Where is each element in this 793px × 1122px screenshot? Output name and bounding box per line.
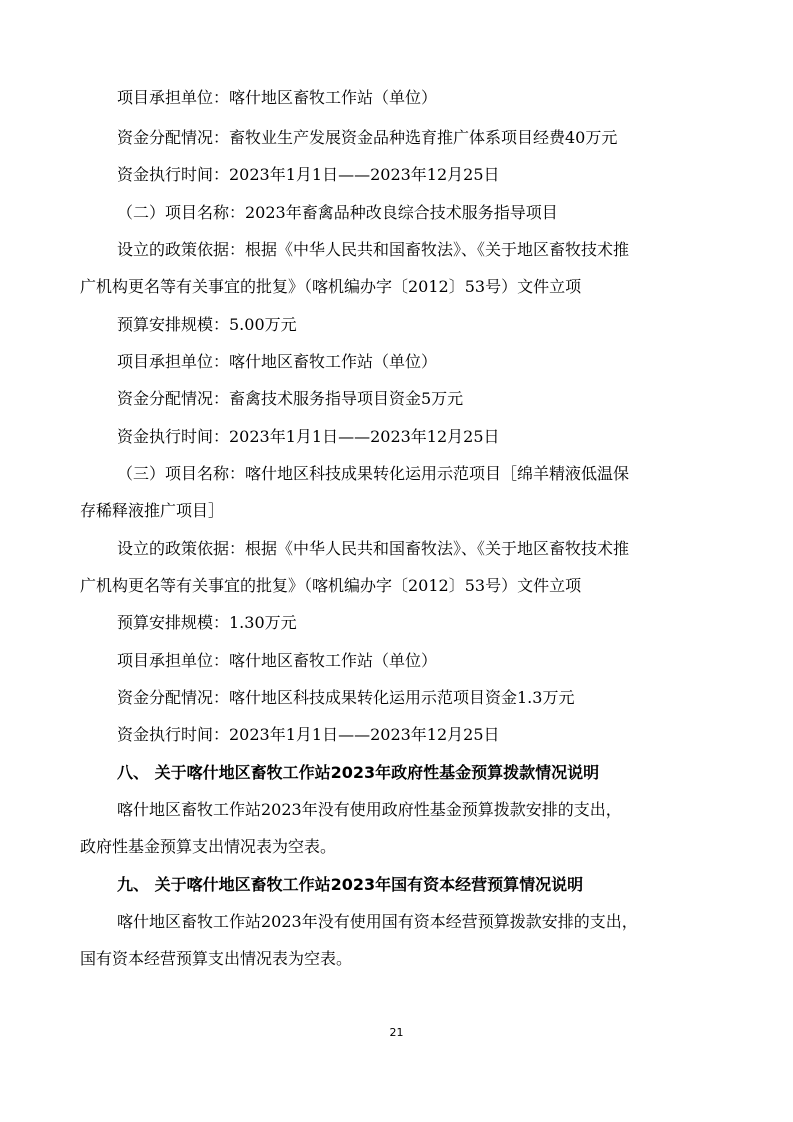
text-line: 资金执行时间：2023年1月1日——2023年12月25日 bbox=[117, 165, 500, 184]
text-line: 设立的政策依据：根据《中华人民共和国畜牧法》、《关于地区畜牧技术推 bbox=[117, 539, 630, 558]
text-line: 广机构更名等有关事宜的批复》（喀机编办字〔2012〕53号）文件立项 bbox=[80, 576, 582, 595]
text-line: 资金执行时间：2023年1月1日——2023年12月25日 bbox=[117, 427, 500, 446]
section-heading: 九、 关于喀什地区畜牧工作站2023年国有资本经营预算情况说明 bbox=[117, 875, 584, 894]
text-line: 广机构更名等有关事宜的批复》（喀机编办字〔2012〕53号）文件立项 bbox=[80, 277, 582, 296]
text-line: 国有资本经营预算支出情况表为空表。 bbox=[80, 949, 353, 968]
text-line: 资金分配情况：畜禽技术服务指导项目资金5万元 bbox=[117, 389, 464, 408]
text-line: 设立的政策依据：根据《中华人民共和国畜牧法》、《关于地区畜牧技术推 bbox=[117, 240, 630, 259]
text-line: 资金分配情况：畜牧业生产发展资金品种选育推广体系项目经费40万元 bbox=[117, 128, 618, 147]
section-heading: 八、 关于喀什地区畜牧工作站2023年政府性基金预算拨款情况说明 bbox=[117, 763, 600, 782]
text-line: 资金执行时间：2023年1月1日——2023年12月25日 bbox=[117, 725, 500, 744]
page-number: 21 bbox=[389, 1026, 404, 1039]
text-line: 项目承担单位：喀什地区畜牧工作站（单位） bbox=[117, 651, 438, 670]
text-line: 喀什地区畜牧工作站2023年没有使用政府性基金预算拨款安排的支出， bbox=[117, 800, 622, 819]
text-line: 项目承担单位：喀什地区畜牧工作站（单位） bbox=[117, 88, 438, 107]
text-line: （三）项目名称：喀什地区科技成果转化运用示范项目［绵羊精液低温保 bbox=[117, 464, 630, 483]
text-line: 政府性基金预算支出情况表为空表。 bbox=[80, 837, 337, 856]
text-line: 喀什地区畜牧工作站2023年没有使用国有资本经营预算拨款安排的支出， bbox=[117, 912, 638, 931]
text-line: 预算安排规模：5.00万元 bbox=[117, 315, 297, 334]
text-line: 项目承担单位：喀什地区畜牧工作站（单位） bbox=[117, 352, 438, 371]
text-line: （二）项目名称：2023年畜禽品种改良综合技术服务指导项目 bbox=[117, 203, 558, 222]
text-line: 存稀释液推广项目］ bbox=[80, 501, 225, 520]
text-line: 资金分配情况：喀什地区科技成果转化运用示范项目资金1.3万元 bbox=[117, 688, 575, 707]
text-line: 预算安排规模：1.30万元 bbox=[117, 613, 297, 632]
